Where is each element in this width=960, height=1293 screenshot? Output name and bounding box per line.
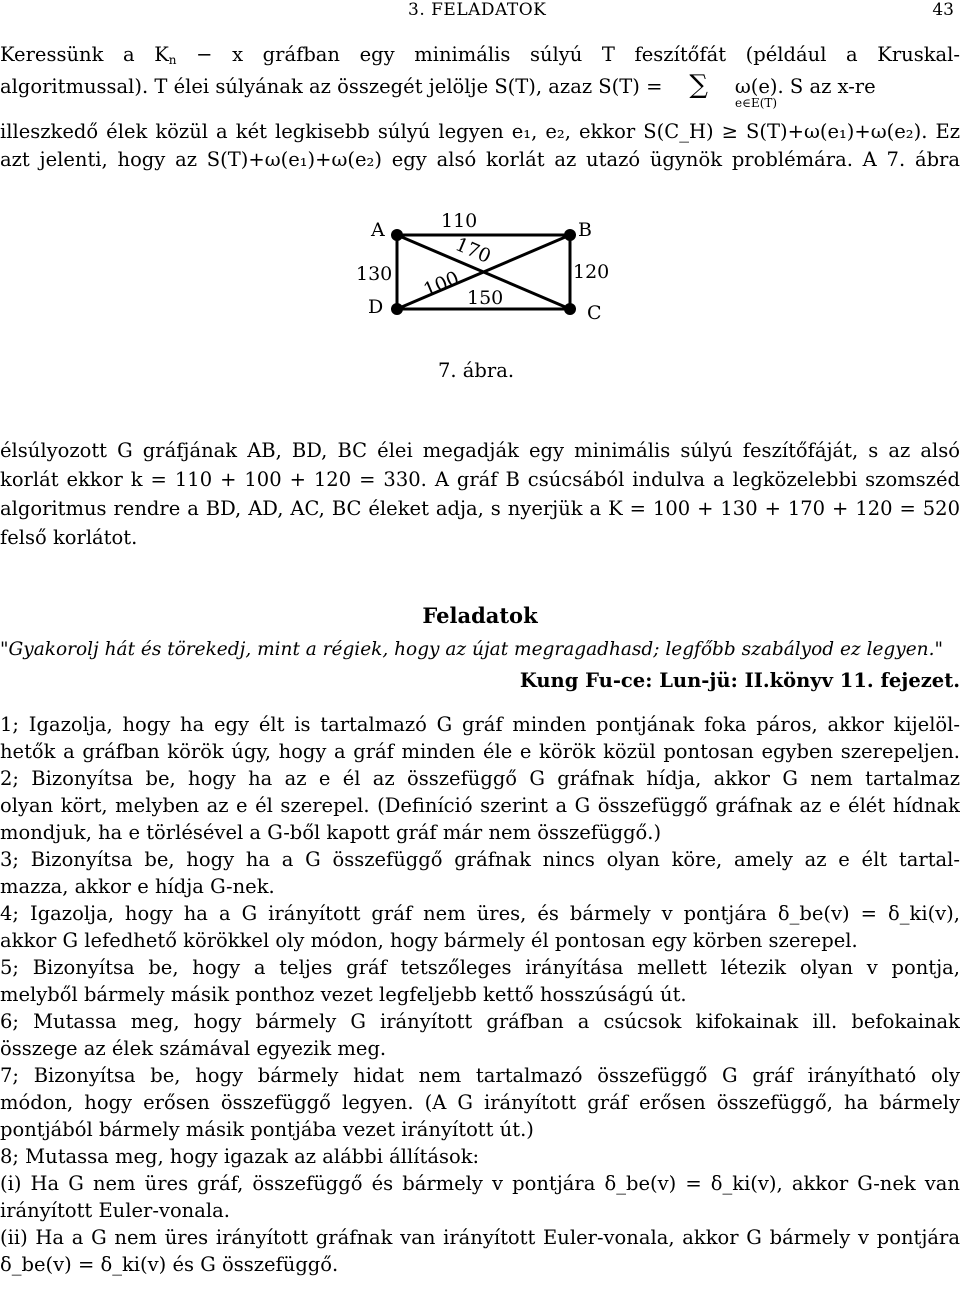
- exercise-line: mazza, akkor e hídja G-nek.: [0, 875, 275, 898]
- intro-line-1: Keressünk a $K_n - x$ gráfban egy minimális súlyú T feszítőfát (például a Kruskal-: [0, 43, 960, 67]
- para2-line-3: algoritmus rendre a BD, AD, AC, BC éleket adja, s nyerjük a K = 100 + 130 + 170 + 120 = 520: [0, 497, 960, 520]
- exercise-line: pontjából bármely másik pontjába vezet irányított út.): [0, 1118, 534, 1141]
- weight-ab: 110: [441, 210, 478, 232]
- intro-line-3: illeszkedő élek közül a két legkisebb súlyú legyen e₁, e₂, ekkor S(C_H) ≥ S(T)+ω(e₁)+ω(e₂). Ez: [0, 120, 960, 143]
- exercise-line: 4; Igazolja, hogy ha a G irányított gráf nem üres, és bármely v pontjára δ_be(v) = δ_ki(v),: [0, 902, 960, 925]
- para2-line-2: korlát ekkor k = 110 + 100 + 120 = 330. A gráf B csúcsából indulva a legközelebbi szomszéd: [0, 468, 960, 491]
- exercise-line: (i) Ha G nem üres gráf, összefüggő és bármely v pontjára δ_be(v) = δ_ki(v), akkor G-nek van: [0, 1172, 960, 1195]
- exercise-line: melyből bármely másik ponthoz vezet legfeljebb kettő hosszúságú út.: [0, 983, 687, 1006]
- exercise-line: 1; Igazolja, hogy ha egy élt is tartalmazó G gráf minden pontjának foka páros, akkor kijelöl-: [0, 713, 960, 736]
- para2-line-4: felső korlátot.: [0, 526, 138, 549]
- exercise-line: mondjuk, ha e törlésével a G-ből kapott gráf már nem összefüggő.): [0, 821, 662, 844]
- label-c: C: [587, 302, 602, 324]
- page-number: 43: [932, 0, 954, 20]
- label-a: A: [371, 219, 385, 241]
- weight-dc: 150: [467, 287, 504, 309]
- exercise-line: olyan kört, melyben az e él szerepel. (Definíció szerint a G összefüggő gráfnak az e élét hídnak: [0, 794, 960, 817]
- node-d: [391, 303, 403, 315]
- exercise-line: 6; Mutassa meg, hogy bármely G irányított gráfban a csúcsok kifokainak ill. befokainak: [0, 1010, 960, 1033]
- node-c: [564, 303, 576, 315]
- weighted-graph-figure: [350, 205, 630, 335]
- section-title: Feladatok: [422, 603, 538, 628]
- quote-attribution: Kung Fu-ce: Lun-jü: II.könyv 11. fejezet.: [519, 669, 960, 692]
- sum-symbol: ∑: [689, 70, 708, 100]
- exercise-line: (ii) Ha a G nem üres irányított gráfnak van irányított Euler-vonala, akkor G bármely v pontjára: [0, 1226, 960, 1249]
- weight-ad: 130: [356, 263, 393, 285]
- exercise-line: 3; Bizonyítsa be, hogy ha a G összefüggő gráfnak nincs olyan köre, amely az e élt tartal-: [0, 848, 960, 871]
- intro-line-4: azt jelenti, hogy az S(T)+ω(e₁)+ω(e₂) egy alsó korlát az utazó ügynök problémára. A 7. ábra: [0, 148, 960, 171]
- weight-ac: 170: [452, 233, 495, 268]
- exercise-line: irányított Euler-vonala.: [0, 1199, 230, 1222]
- exercise-line: 2; Bizonyítsa be, hogy ha az e él az összefüggő G gráfnak hídja, akkor G nem tartalmaz: [0, 767, 960, 790]
- node-a: [391, 229, 403, 241]
- exercise-line: akkor G lefedhető körökkel oly módon, hogy bármely él pontosan egy körben szerepel.: [0, 929, 858, 952]
- chapter-title: 3. FELADATOK: [408, 0, 547, 20]
- intro-line-2: algoritmussal). T élei súlyának az összegét jelölje S(T), azaz S(T) = ∑ ω(e). S az x-re: [0, 70, 876, 100]
- weight-bd: 100: [420, 267, 463, 302]
- label-b: B: [578, 219, 592, 241]
- section-quote: "Gyakorolj hát és törekedj, mint a régiek, hogy az újat megragadhasd; legfőbb szabályod ez legyen.": [0, 639, 943, 660]
- exercise-line: 5; Bizonyítsa be, hogy a teljes gráf tetszőleges irányítása mellett létezik olyan v pontja,: [0, 956, 960, 979]
- node-b: [564, 229, 576, 241]
- weight-bc: 120: [573, 261, 610, 283]
- exercise-line: módon, hogy erősen összefüggő legyen. (A G irányított gráf erősen összefüggő, ha bármely: [0, 1091, 960, 1114]
- label-d: D: [368, 296, 384, 318]
- exercise-line: hetők a gráfban körök úgy, hogy a gráf minden éle e körök közül pontosan egyben szerepeljen.: [0, 740, 960, 763]
- exercise-line: 7; Bizonyítsa be, hogy bármely hidat nem tartalmazó összefüggő G gráf irányítható oly: [0, 1064, 960, 1087]
- exercise-line: δ_be(v) = δ_ki(v) és G összefüggő.: [0, 1253, 339, 1276]
- sum-subscript: e∈E(T): [735, 96, 778, 110]
- figure-caption: 7. ábra.: [438, 359, 515, 382]
- running-header: [0, 0, 960, 26]
- exercise-line: 8; Mutassa meg, hogy igazak az alábbi állítások:: [0, 1145, 480, 1168]
- exercise-line: összege az élek számával egyezik meg.: [0, 1037, 387, 1060]
- para2-line-1: élsúlyozott G gráfjának AB, BD, BC élei megadják egy minimális súlyú feszítőfáját, s az alsó: [0, 439, 960, 462]
